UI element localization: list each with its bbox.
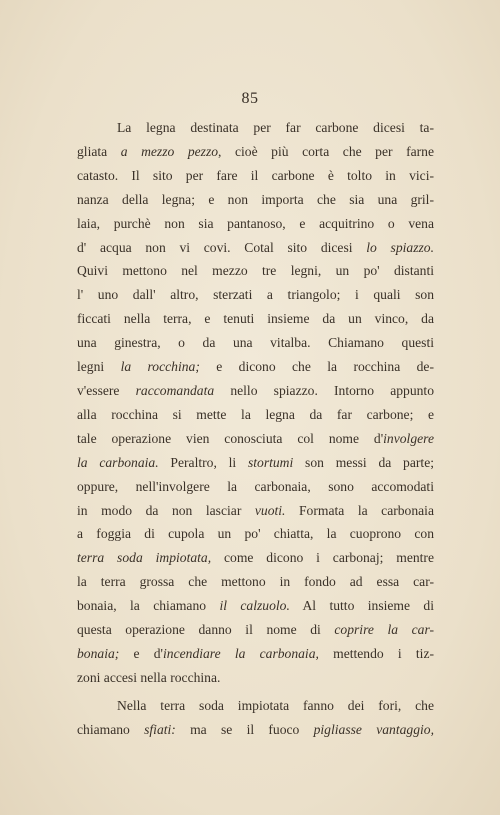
text-run: ficcati nella terra, e tenuti insieme da un vinco, da	[77, 311, 434, 327]
text-run: l' uno dall' altro, sterzati a triangolo; i quali son	[77, 287, 434, 303]
text-run: una ginestra, o da una vitalba. Chiamano questi	[77, 335, 434, 351]
text-run: Quivi mettono nel mezzo tre legni, un po' distanti	[77, 263, 434, 279]
text-run: in modo da non lasciar	[77, 502, 255, 518]
text-run: legni	[77, 359, 121, 375]
text-line	[77, 694, 434, 718]
text-run: v'essere	[77, 382, 136, 398]
text-line	[77, 379, 434, 403]
text-line	[77, 236, 434, 260]
text-run: oppure, nell'involgere la carbonaia, sono accomodati	[77, 478, 434, 494]
text-line	[77, 522, 434, 546]
text-line	[77, 475, 434, 499]
text-line	[77, 427, 434, 451]
text-run: zoni accesi nella rocchina.	[77, 669, 221, 685]
italic-term: coprire la car-	[334, 622, 434, 638]
text-run: e dicono che la rocchina de-	[199, 359, 434, 375]
page-number: 85	[241, 90, 259, 107]
text-run: Formata la carbonaia	[285, 502, 434, 518]
italic-term: lo spiazzo.	[366, 239, 434, 255]
text-line	[77, 499, 434, 523]
text-line	[77, 212, 434, 236]
text-line	[77, 140, 434, 164]
text-run: questa operazione danno il nome di	[77, 622, 335, 638]
text-line	[77, 570, 434, 594]
text-run: Peraltro, li	[158, 454, 248, 470]
text-run: laia, purchè non sia pantanoso, e acquitrino o vena	[77, 215, 434, 231]
text-line	[77, 188, 434, 212]
text-run: son messi da parte;	[293, 454, 434, 470]
text-line	[77, 164, 434, 188]
text-run: d' acqua non vi covi. Cotal sito dicesi	[77, 239, 367, 255]
text-line	[77, 546, 434, 570]
text-run: nanza della legna; e non importa che sia una gril-	[77, 191, 434, 207]
text-run: La legna destinata per far carbone dicesi ta-	[117, 120, 434, 135]
text-run: nello spiazzo. Intorno appunto	[214, 382, 434, 398]
italic-term: bonaia;	[77, 645, 120, 661]
italic-term: pigliasse vantaggio,	[313, 721, 434, 737]
text-line	[77, 403, 434, 427]
italic-term: stortumi	[247, 454, 294, 470]
text-run: Al tutto insieme di	[289, 598, 434, 614]
text-run: e d'	[119, 645, 163, 661]
text-line	[77, 331, 434, 355]
text-line	[77, 283, 434, 307]
italic-term: terra soda impiotata,	[77, 550, 212, 566]
text-run: , cioè più corta che per farne	[218, 143, 434, 159]
italic-term: vuoti.	[254, 502, 286, 518]
italic-term: la rocchina;	[120, 359, 200, 375]
italic-term: incendiare la carbonaia,	[163, 645, 319, 661]
text-run: chiamano	[77, 721, 145, 737]
italic-term: raccomandata	[135, 382, 215, 398]
text-run: a foggia di cupola un po' chiatta, la cuoprono con	[77, 526, 434, 542]
text-run: alla rocchina si mette la legna da far carbone; e	[77, 406, 434, 422]
italic-term: sfiati:	[144, 721, 176, 737]
text-line	[77, 594, 434, 618]
text-line	[77, 718, 434, 742]
text-run: gliata	[77, 143, 121, 159]
text-line	[77, 259, 434, 283]
text-line	[77, 355, 434, 379]
text-line	[77, 618, 434, 642]
text-line	[77, 116, 434, 140]
italic-term: a mezzo pezzo	[120, 143, 219, 159]
text-line	[77, 642, 434, 666]
text-run: tale operazione vien conosciuta col nome d'	[77, 430, 384, 446]
body-text	[77, 116, 434, 742]
text-run: come dicono i carbonaj; mentre	[211, 550, 434, 566]
italic-term: la carbonaia.	[77, 454, 159, 470]
text-run: catasto. Il sito per fare il carbone è tolto in vici-	[77, 167, 434, 183]
text-line	[77, 307, 434, 331]
italic-term: involgere	[383, 430, 434, 446]
text-run: ma se il fuoco	[175, 721, 314, 737]
italic-term: il calzuolo.	[219, 598, 290, 614]
text-run: la terra grossa che mettono in fondo ad essa car-	[77, 574, 434, 590]
text-run: mettendo i tiz-	[318, 645, 435, 661]
text-run: Nella terra soda impiotata fanno dei fori, che	[117, 697, 434, 713]
text-run: bonaia, la chiamano	[77, 598, 220, 614]
text-line	[77, 451, 434, 475]
text-line	[77, 666, 434, 690]
